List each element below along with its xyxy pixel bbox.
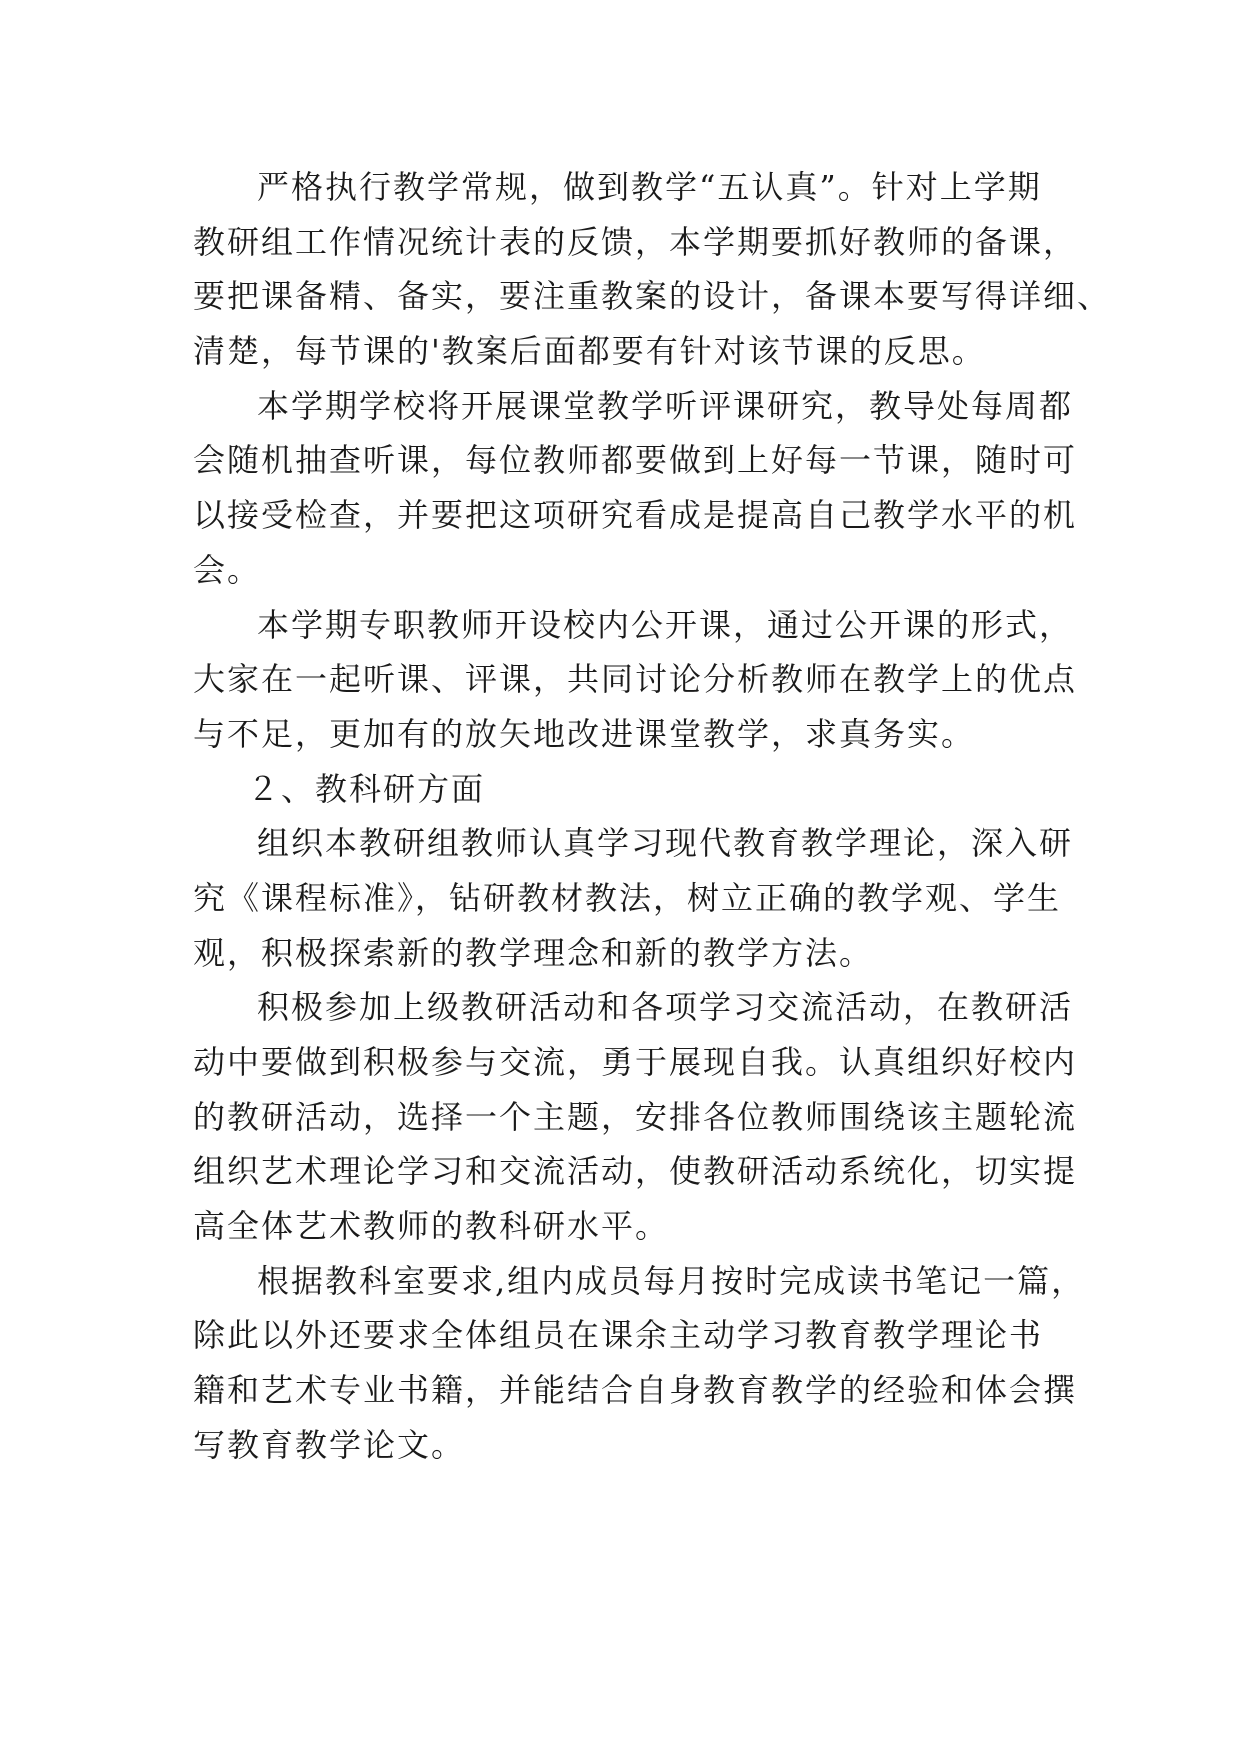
text-line: 大家在一起听课、评课，共同讨论分析教师在教学上的优点 [193,660,1078,699]
text-line: 籍和艺术专业书籍，并能结合自身教育教学的经验和体会撰 [193,1371,1078,1410]
text-line: 本学期学校将开展课堂教学听评课研究，教导处每周都 [257,386,1074,425]
text-line: 与不足，更加有的放矢地改进课堂教学，求真务实。 [193,714,976,753]
section-heading: ２、教科研方面 [247,769,486,808]
body-text [193,160,1112,1473]
text-line: 组织艺术理论学习和交流活动，使教研活动系统化，切实提 [193,1152,1078,1191]
text-line: 高全体艺术教师的教科研水平。 [193,1207,670,1246]
text-line: 组织本教研组教师认真学习现代教育教学理论，深入研 [257,824,1074,863]
text-line: 写教育教学论文。 [193,1425,466,1464]
text-line: 除此以外还要求全体组员在课余主动学习教育教学理论书 [193,1316,1044,1355]
text-line: 严格执行教学常规，做到教学“五认真”。针对上学期 [257,168,1042,206]
text-line: 要把课备精、备实，要注重教案的设计，备课本要写得详细、 [193,277,1112,316]
text-line: 的教研活动，选择一个主题，安排各位教师围绕该主题轮流 [193,1097,1078,1136]
text-line: 动中要做到积极参与交流，勇于展现自我。认真组织好校内 [193,1043,1078,1081]
text-line: 根据教科室要求,组内成员每月按时完成读书笔记一篇， [257,1261,1086,1300]
text-line: 会随机抽查听课，每位教师都要做到上好每一节课，随时可 [193,441,1078,480]
text-line: 会。 [193,550,262,589]
text-line: 以接受检查，并要把这项研究看成是提高自己教学水平的机 [193,496,1078,535]
text-line: 本学期专职教师开设校内公开课，通过公开课的形式， [257,605,1074,644]
text-line: 积极参加上级教研活动和各项学习交流活动，在教研活 [257,988,1074,1027]
text-line: 清楚，每节课的'教案后面都要有针对该节课的反思。 [193,332,986,371]
text-line: 教研组工作情况统计表的反馈，本学期要抓好教师的备课， [193,222,1078,261]
text-line: 究《课程标准》，钻研教材教法，树立正确的教学观、学生 [193,878,1062,917]
text-line: 观，积极探索新的教学理念和新的教学方法。 [193,933,874,972]
